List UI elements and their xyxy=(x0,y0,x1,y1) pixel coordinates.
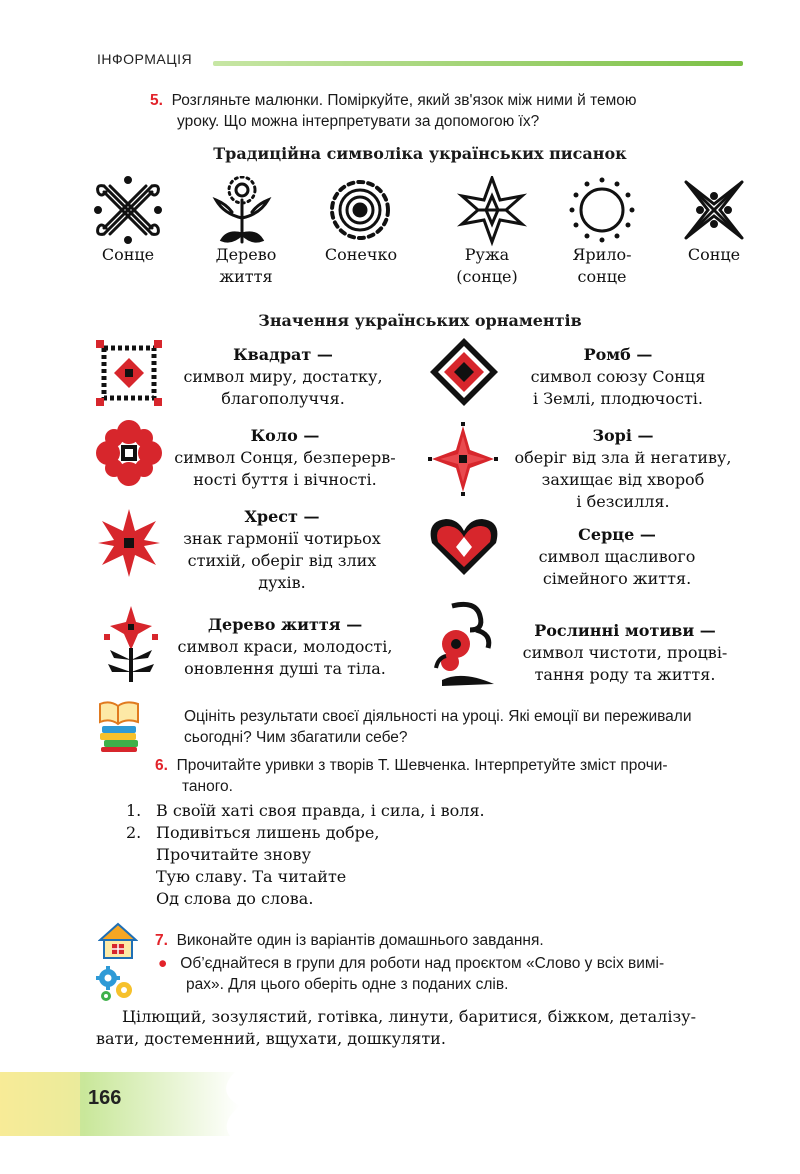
task-7-bullet: ● Об’єднайтеся в групи для роботи над проєктом «Слово у всіх вимі- рах». Для цього оберіть одне з поданих слів. xyxy=(158,955,665,993)
symbol-caption: Ружа (сонце) xyxy=(456,245,518,286)
ornaments-heading: Значення українських орнаментів xyxy=(258,311,582,330)
ornament-circle: Коло — символ Сонця, безперерв- ності буття і вічності. xyxy=(174,426,396,489)
sun-cross-symbol-icon xyxy=(96,178,161,243)
ornament-floral: Рослинні мотиви — символ чистоти, процві- тання роду та життя. xyxy=(522,621,728,684)
yarylo-sun-symbol-icon xyxy=(570,178,635,243)
books-icon xyxy=(96,700,142,752)
heart-ornament-icon xyxy=(428,517,500,577)
circle-ornament-icon xyxy=(96,420,162,486)
task-7-number: 7. xyxy=(155,932,168,949)
ornament-tree: Дерево життя — символ краси, молодості, оновлення душі та тіла. xyxy=(177,615,393,678)
footer-band xyxy=(0,1072,250,1136)
ornament-square: Квадрат — символ миру, достатку, благополуччя. xyxy=(183,345,383,408)
list-item: 2. Подивіться лишень добре, xyxy=(126,823,380,842)
rose-star-symbol-icon xyxy=(462,178,522,242)
pysanka-symbols-row xyxy=(90,176,750,248)
house-icon xyxy=(98,922,138,960)
symbol-caption: Ярило- сонце xyxy=(572,245,632,286)
ornament-cross: Хрест — знак гармонії чотирьох стихій, оберіг від злих духів. xyxy=(183,507,381,592)
page-number: 166 xyxy=(88,1087,122,1109)
quotes-list: 1. В своїй хаті своя правда, і сила, і воля. 2. Подивіться лишень добре, Прочитайте знову Тую славу. Та читайте Од слова до слова. xyxy=(126,800,686,910)
section-label: ІНФОРМАЦІЯ xyxy=(97,51,193,67)
task-5-number: 5. xyxy=(150,92,163,109)
symbol-caption: Сонце xyxy=(687,245,741,264)
tree-ornament-icon xyxy=(98,600,164,686)
task-6-number: 6. xyxy=(155,757,168,774)
ornament-stars: Зорі — оберіг від зла й негативу, захищає від хвороб і безсилля. xyxy=(514,426,732,511)
reflection-text: Оцініть результати своєї діяльності на уроці. Які емоції ви переживали сьогодні? Чим збагатили себе? xyxy=(184,708,692,746)
words-paragraph: Цілющий, зозулястий, готівка, линути, баритися, біжком, деталізу- вати, достеменний, вщухати, дошкуляти. xyxy=(96,1007,696,1048)
task-5 xyxy=(150,90,750,132)
header-rule xyxy=(213,61,743,66)
ornament-heart: Серце — символ щасливого сімейного життя. xyxy=(538,525,696,588)
floral-ornament-icon xyxy=(432,600,500,690)
ornament-rhombus: Ромб — символ союзу Сонця і Землі, плодючості. xyxy=(530,345,706,408)
tree-of-life-symbol-icon xyxy=(216,177,268,242)
task-5-text-line2: уроку. Що можна інтерпретувати за допомогою їх? xyxy=(177,113,540,130)
rhombus-ornament-icon xyxy=(428,336,500,408)
stars-ornament-icon xyxy=(428,422,498,496)
task-6: 6. Прочитайте уривки з творів Т. Шевченка. Інтерпретуйте зміст прочи- таного. xyxy=(155,757,668,795)
cross-ornament-icon xyxy=(96,507,162,579)
little-sun-symbol-icon xyxy=(332,182,388,238)
gears-icon xyxy=(96,966,136,1002)
sun-x-symbol-icon xyxy=(686,182,742,238)
symbol-caption: Сонце xyxy=(101,245,155,264)
symbols-heading: Традиційна символіка українських писанок xyxy=(213,144,627,163)
symbol-caption: Дерево життя xyxy=(215,245,277,286)
task-5-text-line1: Розгляньте малюнки. Поміркуйте, який зв'язок між ними й темою xyxy=(171,92,637,109)
task-7: 7. Виконайте один із варіантів домашнього завдання. xyxy=(155,932,544,949)
bullet-icon: ● xyxy=(158,955,168,972)
square-ornament-icon xyxy=(96,338,162,408)
symbol-caption: Сонечко xyxy=(324,245,398,264)
list-item: 1. В своїй хаті своя правда, і сила, і воля. xyxy=(126,801,485,820)
